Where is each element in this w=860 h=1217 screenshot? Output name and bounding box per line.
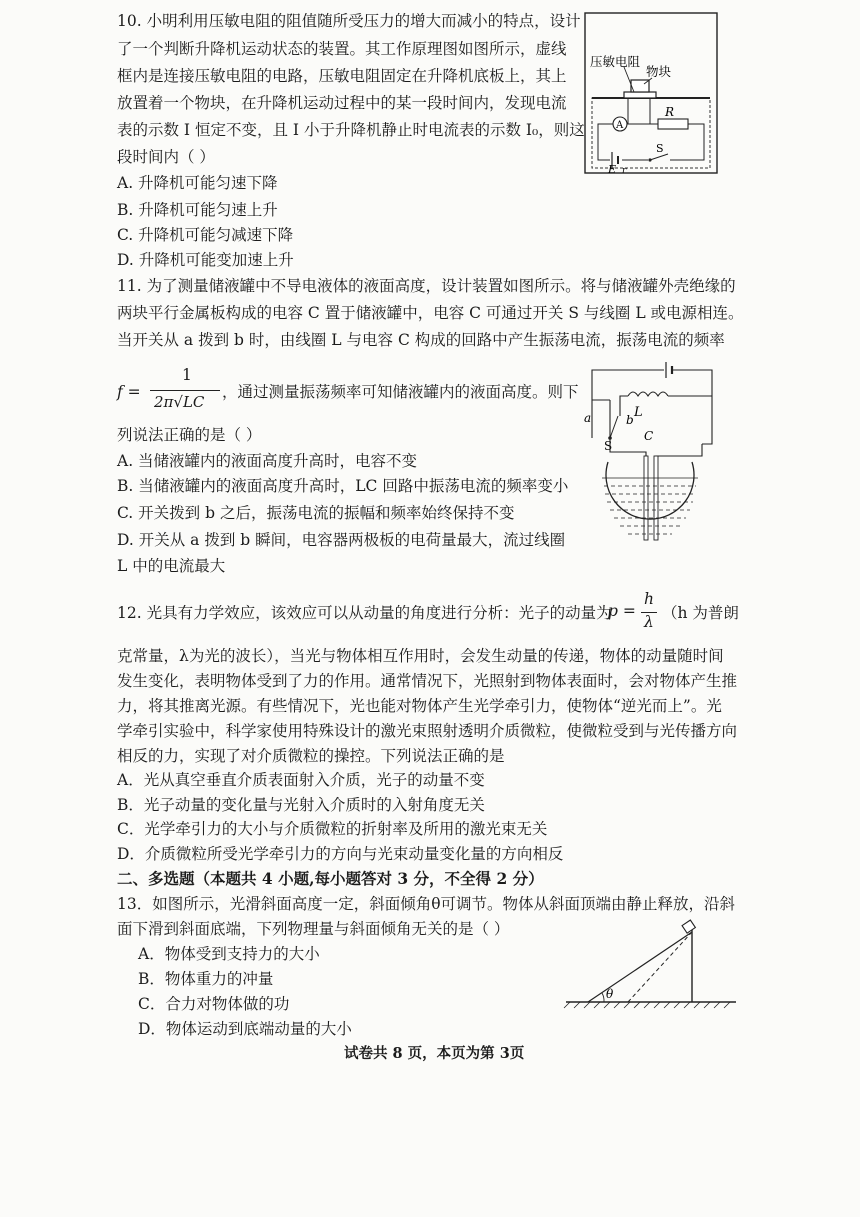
q11-formula-denominator: 2π√LC [154, 393, 205, 411]
q11-option-a: A. 当储液罐内的液面高度升高时，电容不变 [117, 452, 418, 470]
q12-line-1-pre: 12. 光具有力学效应，该效应可以从动量的角度进行分析：光子的动量为 [117, 604, 612, 622]
q11-option-b: B. 当储液罐内的液面高度升高时，LC 回路中振荡电流的频率变小 [117, 477, 569, 495]
q11-tank-figure [580, 358, 720, 578]
q12-formula-numerator: h [644, 590, 654, 608]
q10-option-c: C. 升降机可能匀减速下降 [117, 226, 294, 244]
q11-line-1: 11. 为了测量储液罐中不导电液体的液面高度，设计装置如图所示。将与储液罐外壳绝缘的 [117, 277, 736, 295]
q10-option-a: A. 升降机可能匀速下降 [117, 174, 278, 192]
q12-option-a: A．光从真空垂直介质表面射入介质，光子的动量不变 [117, 771, 485, 789]
page-footer: 试卷共 8 页，本页为第 3页 [344, 1045, 525, 1062]
q12-option-d: D．介质微粒所受光学牵引力的方向与光束动量变化量的方向相反 [117, 845, 564, 863]
q11-S-label: S [604, 439, 613, 453]
q12-option-c: C．光学牵引力的大小与介质微粒的折射率及所用的激光束无关 [117, 820, 548, 838]
q10-line-4: 放置着一个物块，在升降机运动过程中的某一段时间内，发现电流 [117, 94, 567, 112]
q10-r-label: r [622, 166, 627, 174]
q13-theta-label: θ [606, 987, 614, 1001]
q10-option-d: D. 升降机可能变加速上升 [117, 251, 294, 269]
q10-switch-label: S [656, 142, 664, 155]
q12-line-2: 克常量，λ为光的波长），当光与物体相互作用时，会发生动量的传递，物体的动量随时间 [117, 647, 724, 665]
q11-line-3: 当开关从 a 拨到 b 时，由线圈 L 与电容 C 构成的回路中产生振荡电流，振荡电流的频率 [117, 331, 725, 349]
q10-line-2: 了一个判断升降机运动状态的装置。其工作原理图如图所示，虚线 [117, 40, 567, 58]
q11-b-label: b [626, 413, 634, 427]
q11-a-label: a [584, 411, 592, 425]
q13-option-d: D．物体运动到底端动量的大小 [138, 1020, 352, 1038]
q12-line-5: 学牵引实验中，科学家使用特殊设计的激光束照射透明介质微粒，使微粒受到与光传播方向 [117, 722, 738, 740]
q11-formula-tail: ，通过测量振荡频率可知储液罐内的液面高度。则下 [222, 383, 579, 401]
q11-L-label: L [634, 405, 643, 420]
q10-line-6: 段时间内（ ） [117, 148, 215, 166]
q11-formula-numerator: 1 [182, 366, 192, 384]
q10-circuit-figure [584, 12, 718, 174]
q12-formula-denominator: λ [644, 613, 654, 631]
q10-line-3: 框内是连接压敏电阻的电路，压敏电阻固定在升降机底板上，其上 [117, 67, 567, 85]
q11-line-4: 列说法正确的是（ ） [117, 426, 262, 444]
q13-line-2: 面下滑到斜面底端，下列物理量与斜面倾角无关的是（ ） [117, 920, 510, 938]
q10-label-sensor: 压敏电阻 [590, 54, 641, 69]
q13-line-1: 13．如图所示，光滑斜面高度一定，斜面倾角θ可调节。物体从斜面顶端由静止释放，沿斜 [117, 895, 736, 913]
q10-label-block: 物块 [646, 64, 672, 79]
q12-option-b: B．光子动量的变化量与光射入介质时的入射角度无关 [117, 796, 485, 814]
q10-emf-label: E [608, 163, 617, 174]
q10-option-b: B. 升降机可能匀速上升 [117, 201, 278, 219]
q12-line-6: 相反的力，实现了对介质微粒的操控。下列说法正确的是 [117, 747, 505, 765]
q12-line-1-post: （h 为普朗 [662, 604, 739, 622]
section-2-heading: 二、多选题（本题共 4 小题,每小题答对 3 分，不全得 2 分） [117, 869, 544, 888]
q10-ammeter-label: A [616, 120, 624, 131]
q11-option-c: C. 开关拨到 b 之后，振荡电流的振幅和频率始终保持不变 [117, 504, 515, 522]
q11-option-d-cont: L 中的电流最大 [117, 557, 226, 575]
q13-option-c: C．合力对物体做的功 [138, 995, 290, 1013]
q10-line-5: 表的示数 I 恒定不变，且 I 小于升降机静止时电流表的示数 I₀，则这 [117, 121, 585, 139]
q10-line-1: 10. 小明利用压敏电阻的阻值随所受压力的增大而减小的特点，设计 [117, 12, 581, 30]
q13-option-a: A．物体受到支持力的大小 [138, 945, 320, 963]
q12-line-3: 发生变化，表明物体受到了力的作用。通常情况下，光照射到物体表面时，会对物体产生推 [117, 672, 738, 690]
q11-line-2: 两块平行金属板构成的电容 C 置于储液罐中，电容 C 可通过开关 S 与线圈 L 或电源相连。 [117, 304, 744, 322]
q13-option-b: B．物体重力的冲量 [138, 970, 274, 988]
q11-option-d: D. 开关从 a 拨到 b 瞬间，电容器两极板的电荷量最大，流过线圈 [117, 531, 566, 549]
q11-formula-lhs: f = [117, 383, 141, 401]
q12-formula-lhs: p = [608, 602, 636, 620]
q11-C-label: C [644, 429, 654, 443]
q13-incline-figure [560, 918, 740, 1018]
q12-line-4: 力，将其推离光源。有些情况下，光也能对物体产生光学牵引力，使物体“逆光而上”。光 [117, 697, 722, 715]
q10-resistor-label: R [665, 105, 675, 119]
